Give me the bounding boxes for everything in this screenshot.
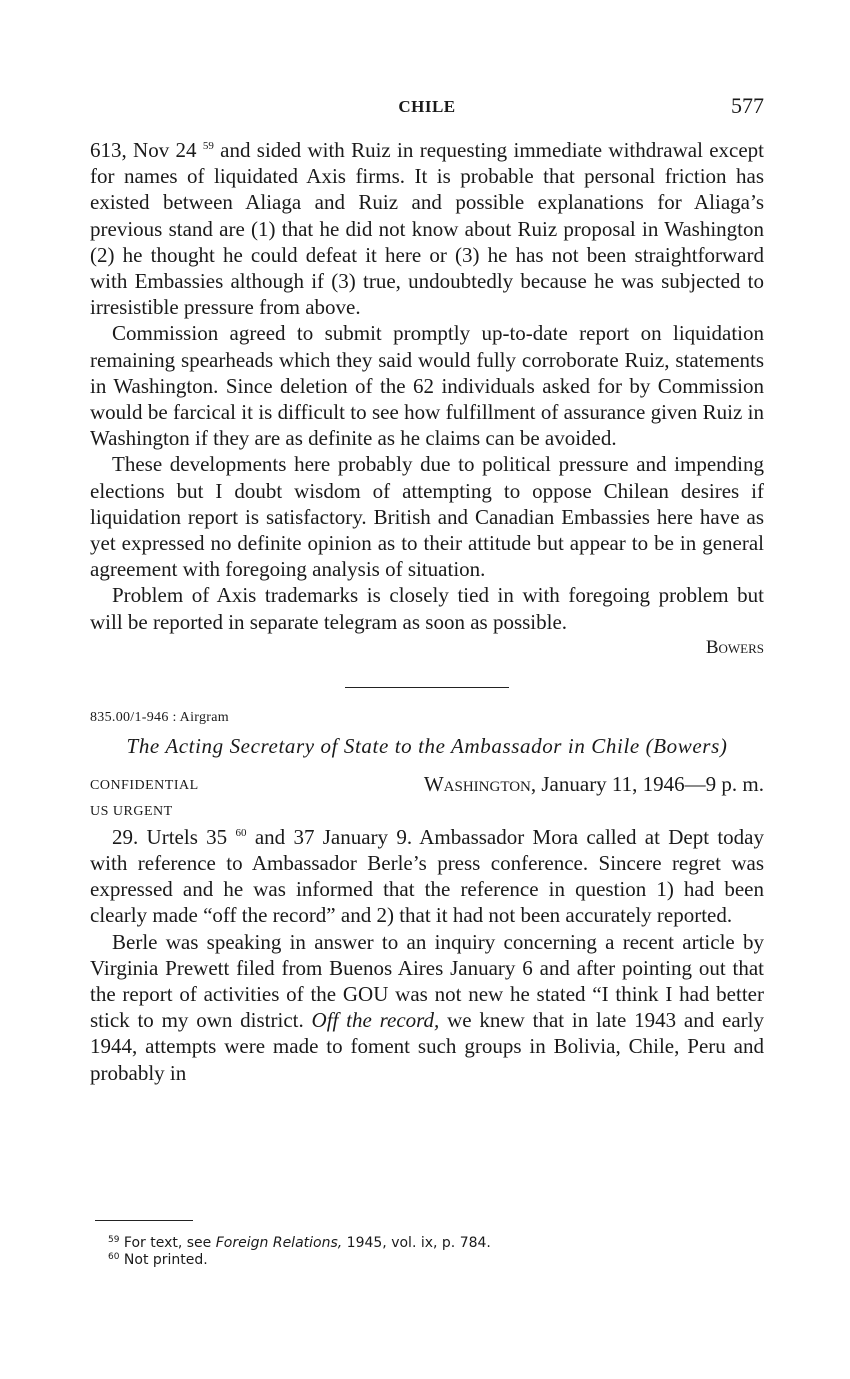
- footnote-ref-60[interactable]: 60: [235, 826, 247, 839]
- classification: CONFIDENTIAL: [90, 777, 199, 793]
- off-the-record-italic: Off the record,: [311, 1008, 440, 1033]
- dateline-date: January 11, 1946—9 p. m.: [541, 771, 764, 796]
- document-title: The Acting Secretary of State to the Ambassador in Chile (Bowers): [126, 733, 728, 758]
- continuation-paragraph-4: Problem of Axis trademarks is closely tied in with foregoing problem but will be reported in separate telegram as soon as possible.: [90, 583, 764, 634]
- page-body: [90, 137, 764, 1086]
- priority: US URGENT: [90, 803, 173, 819]
- running-title: CHILE: [398, 97, 456, 116]
- continuation-paragraph-2: Commission agreed to submit promptly up-to-date report on liquidation remaining spearheads which they said would fully corroborate Ruiz, statements in Washington. Since deletion of the 62 individuals asked for by Commission would be farcical it is difficult to see how fulfillment of assurance given Ruiz in Washington if they are as definite as he claims can be avoided.: [90, 321, 764, 451]
- continuation-paragraph-3: These developments here probably due to political pressure and impending elections but I doubt wisdom of attempting to oppose Chilean desires if liquidation report is satisfactory. British and Canadian Embassies here have as yet expressed no definite opinion as to their attitude but appear to be in general agreement with foregoing analysis of situation.: [90, 452, 764, 582]
- signature: Bowers: [705, 636, 764, 658]
- dateline: [424, 772, 764, 797]
- footnote-divider: [95, 1220, 193, 1221]
- continuation-paragraph-1: 613, Nov 24 $^{59}$ and sided with Ruiz in requesting immediate withdrawal except for names of liquidated Axis firms. It is probable that personal friction has existed between Aliaga and Ruiz and possible explanations for Aliaga’s previous stand are (1) that he did not know about Ruiz proposal in Washington (2) he thought he could defeat it here or (3) he has not been straightforward with Embassies although if (3) true, undoubtedly because he was subjected to irresistible pressure from above.: [90, 138, 765, 320]
- file-reference: 835.00/1-946 : Airgram: [90, 709, 229, 725]
- footnote-59: $^{59}$ For text, see Foreign Relations, 1945, vol. ix, p. 784.: [108, 1235, 491, 1251]
- footnotes: [108, 1235, 491, 1269]
- dateline-place: Washington,: [423, 771, 537, 796]
- page-header: [90, 93, 764, 123]
- footnote-ref-59[interactable]: 59: [202, 140, 214, 152]
- airgram-paragraph-2: Berle was speaking in answer to an inquiry concerning a recent article by Virginia Prewett filed from Buenos Aires January 6 and after pointing out that the report of activities of the GOU was not new he stated “I think I had better stick to my own district. Off the record, we knew that in late 1943 and early 1944, attempts were made to foment such groups in Bolivia, Chile, Peru and probably in: [90, 929, 765, 1085]
- airgram-paragraph-1: 29. Urtels 35 $^{60}$ and 37 January 9. Ambassador Mora called at Dept today with reference to Ambassador Berle’s press conference. Sincere regret was expressed and he was informed that the reference in question 1) had been clearly made “off the record” and 2) that it had not been accurately reported.: [90, 824, 765, 928]
- footnote-60: $^{60}$ Not printed.: [108, 1252, 208, 1268]
- section-divider: [345, 687, 509, 688]
- classification-line: [90, 772, 764, 800]
- page-number: 577: [731, 93, 764, 118]
